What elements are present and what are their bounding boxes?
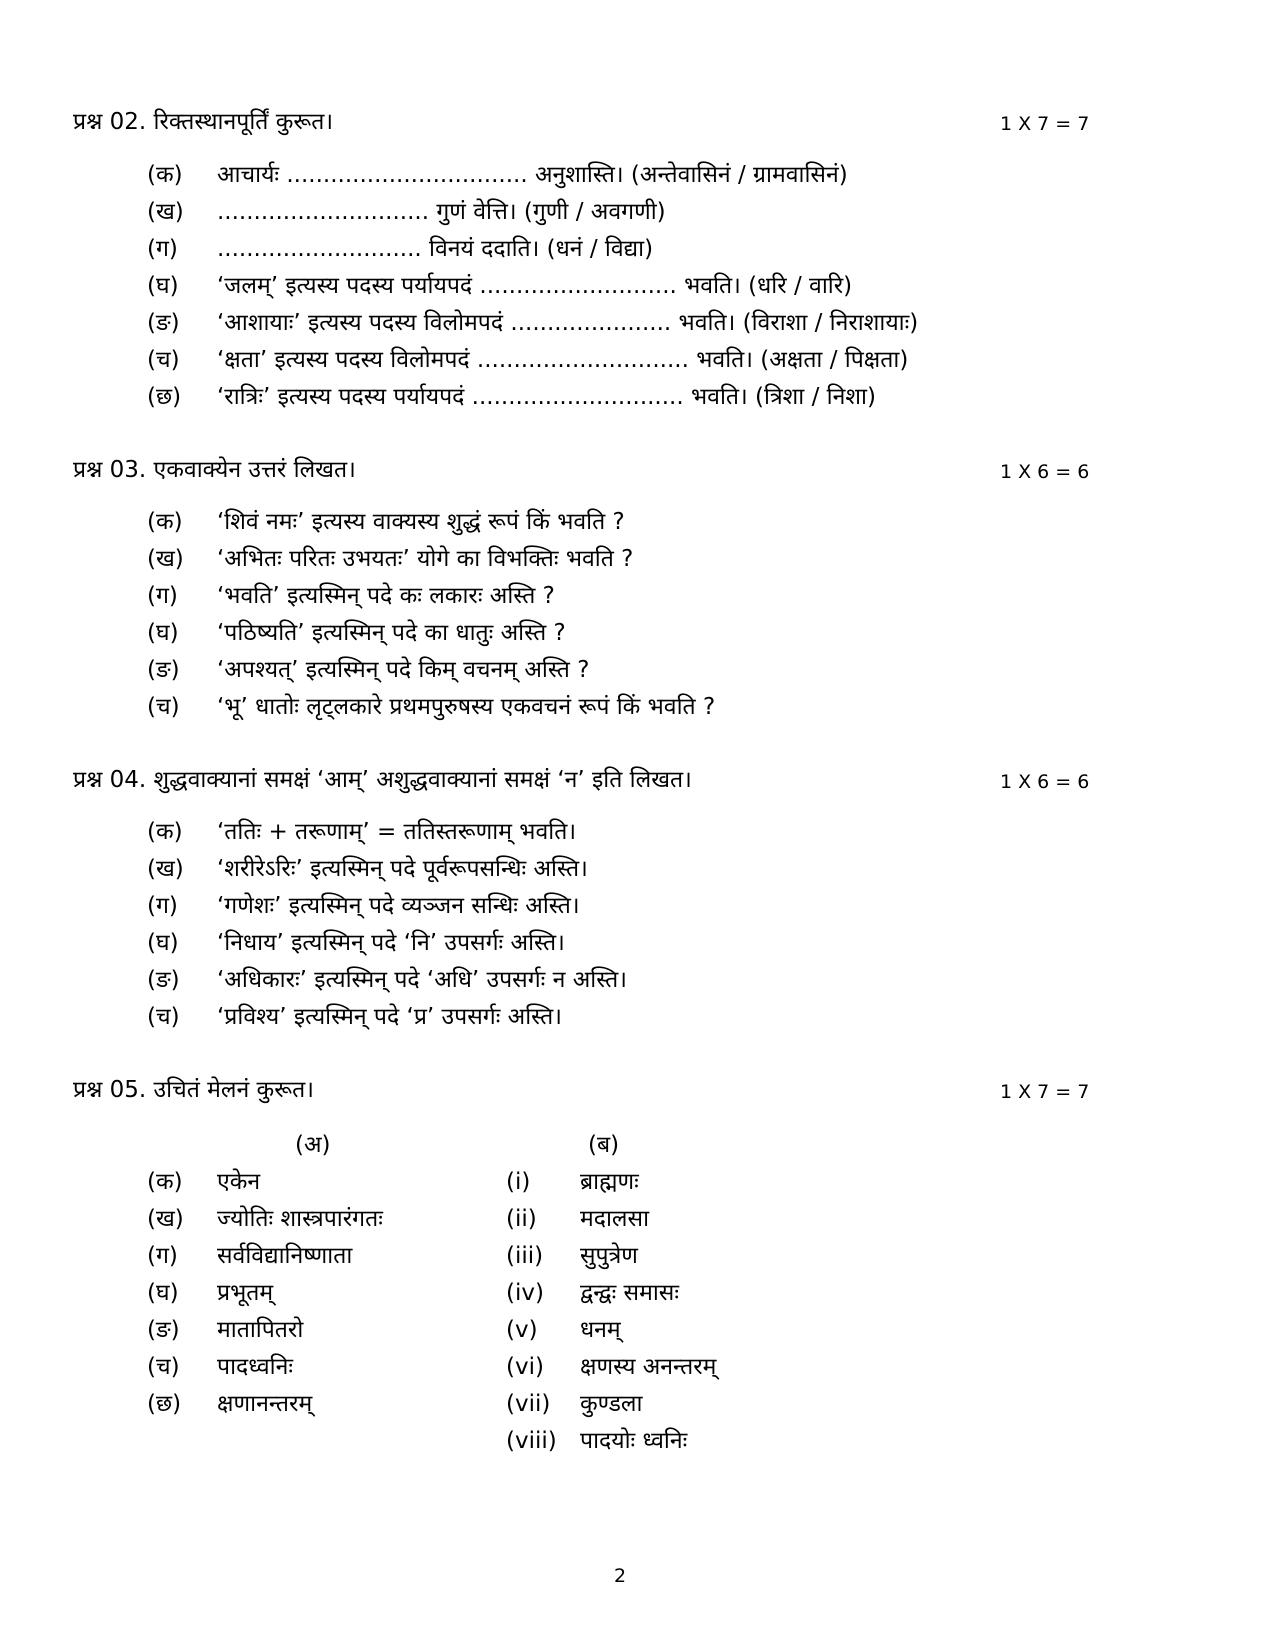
item-label: (ख) (147, 546, 184, 572)
q4-marks: 1 X 6 = 6 (1000, 771, 1090, 793)
col-a-label: (छ) (147, 1391, 182, 1417)
col-a-text: मातापितरो (217, 1317, 304, 1343)
col-b-text: पादयोः ध्वनिः (580, 1428, 688, 1454)
col-a-text: एकेन (217, 1169, 261, 1195)
item-label: (क) (147, 509, 183, 535)
item-label: (घ) (147, 930, 179, 956)
q3-marks: 1 X 6 = 6 (1000, 461, 1090, 483)
item-text: ‘ततिः + तरूणाम्’ = ततिस्तरूणाम् भवति। (217, 819, 577, 845)
col-b-label: (vii) (506, 1391, 551, 1417)
item-text: ‘शिवं नमः’ इत्यस्य वाक्यस्य शुद्धं रूपं किं भवति ? (217, 509, 625, 535)
col-a-text: प्रभूतम् (217, 1280, 274, 1306)
col-b-label: (iv) (506, 1280, 544, 1306)
item-text: ‘भू’ धातोः लृट्लकारे प्रथमपुरुषस्य एकवचनं रूपं किं भवति ? (217, 694, 716, 720)
page-number: 2 (613, 1565, 627, 1587)
item-label: (ङ) (147, 967, 180, 993)
item-text: ‘गणेशः’ इत्यस्मिन् पदे व्यञ्जन सन्धिः अस्ति। (217, 893, 580, 919)
item-label: (ख) (147, 856, 184, 882)
item-label: (ङ) (147, 310, 180, 336)
q4-heading: प्रश्न 04. शुद्धवाक्यानां समक्षं ‘आम्’ अशुद्धवाक्यानां समक्षं ‘न’ इति लिखत। (73, 767, 692, 793)
item-text: ‘क्षता’ इत्यस्य पदस्य विलोमपदं ............................. भवति। (अक्षता / पिक्षता) (217, 347, 909, 373)
item-text: ‘शरीरेऽरिः’ इत्यस्मिन् पदे पूर्वरूपसन्धिः अस्ति। (217, 856, 588, 882)
q5-marks: 1 X 7 = 7 (1000, 1081, 1090, 1103)
col-a-text: क्षणानन्तरम् (217, 1391, 313, 1417)
item-label: (घ) (147, 620, 179, 646)
item-text: ‘पठिष्यति’ इत्यस्मिन् पदे का धातुः अस्ति ? (217, 620, 566, 646)
col-b-label: (ii) (506, 1206, 537, 1232)
item-text: ‘जलम्’ इत्यस्य पदस्य पर्यायपदं ........................... भवति। (धरि / वारि) (217, 273, 853, 299)
col-b-label: (viii) (506, 1428, 557, 1454)
item-label: (च) (147, 347, 180, 373)
item-label: (क) (147, 819, 183, 845)
item-label: (ग) (147, 236, 178, 262)
col-a-label: (ग) (147, 1243, 178, 1269)
col-a-label: (ङ) (147, 1317, 180, 1343)
col-b-text: कुण्डला (580, 1391, 643, 1417)
item-text: ‘आशायाः’ इत्यस्य पदस्य विलोमपदं ...................... भवति। (विराशा / निराशायाः) (217, 310, 919, 336)
item-text: ‘निधाय’ इत्यस्मिन् पदे ‘नि’ उपसर्गः अस्ति। (217, 930, 565, 956)
item-text: ............................. गुणं वेत्ति। (गुणी / अवगणी) (217, 199, 666, 225)
item-label: (घ) (147, 273, 179, 299)
col-b-label: (vi) (506, 1354, 544, 1380)
column-b-heading: (ब) (588, 1132, 620, 1158)
col-a-label: (ख) (147, 1206, 184, 1232)
col-b-label: (iii) (506, 1243, 544, 1269)
col-a-text: पादध्वनिः (217, 1354, 294, 1380)
col-b-text: ब्राह्मणः (580, 1169, 639, 1195)
col-b-text: क्षणस्य अनन्तरम् (580, 1354, 717, 1380)
item-label: (ग) (147, 583, 178, 609)
col-b-text: सुपुत्रेण (580, 1243, 638, 1269)
col-b-text: द्वन्द्वः समासः (580, 1280, 679, 1306)
q2-marks: 1 X 7 = 7 (1000, 113, 1090, 135)
col-b-text: मदालसा (580, 1206, 650, 1232)
item-label: (च) (147, 1004, 180, 1030)
col-a-text: ज्योतिः शास्त्रपारंगतः (217, 1206, 383, 1232)
item-text: ‘अपश्यत्’ इत्यस्मिन् पदे किम् वचनम् अस्ति ? (217, 657, 590, 683)
item-text: ‘अभितः परितः उभयतः’ योगे का विभक्तिः भवति ? (217, 546, 634, 572)
column-a-heading: (अ) (295, 1132, 331, 1158)
item-label: (छ) (147, 384, 182, 410)
item-text: ‘अधिकारः’ इत्यस्मिन् पदे ‘अधि’ उपसर्गः न अस्ति। (217, 967, 628, 993)
item-text: ‘भवति’ इत्यस्मिन् पदे कः लकारः अस्ति ? (217, 583, 555, 609)
item-label: (क) (147, 162, 183, 188)
col-a-label: (क) (147, 1169, 183, 1195)
col-b-label: (v) (506, 1317, 538, 1343)
item-label: (ङ) (147, 657, 180, 683)
item-label: (ग) (147, 893, 178, 919)
q3-heading: प्रश्न 03. एकवाक्येन उत्तरं लिखत। (73, 457, 356, 483)
item-text: ............................ विनयं ददाति। (धनं / विद्या) (217, 236, 654, 262)
item-text: ‘रात्रिः’ इत्यस्य पदस्य पर्यायपदं ............................. भवति। (त्रिशा / निशा) (217, 384, 876, 410)
item-text: आचार्यः ................................. अनुशास्ति। (अन्तेवासिनं / ग्रामवासिनं) (217, 162, 848, 188)
item-text: ‘प्रविश्य’ इत्यस्मिन् पदे ‘प्र’ उपसर्गः अस्ति। (217, 1004, 562, 1030)
q5-heading: प्रश्न 05. उचितं मेलनं कुरूत। (73, 1077, 314, 1103)
col-b-label: (i) (506, 1169, 531, 1195)
col-b-text: धनम् (580, 1317, 621, 1343)
item-label: (ख) (147, 199, 184, 225)
col-a-label: (च) (147, 1354, 180, 1380)
item-label: (च) (147, 694, 180, 720)
col-a-label: (घ) (147, 1280, 179, 1306)
col-a-text: सर्वविद्यानिष्णाता (217, 1243, 353, 1269)
q2-heading: प्रश्न 02. रिक्तस्थानपूर्तिं कुरूत। (73, 109, 334, 135)
